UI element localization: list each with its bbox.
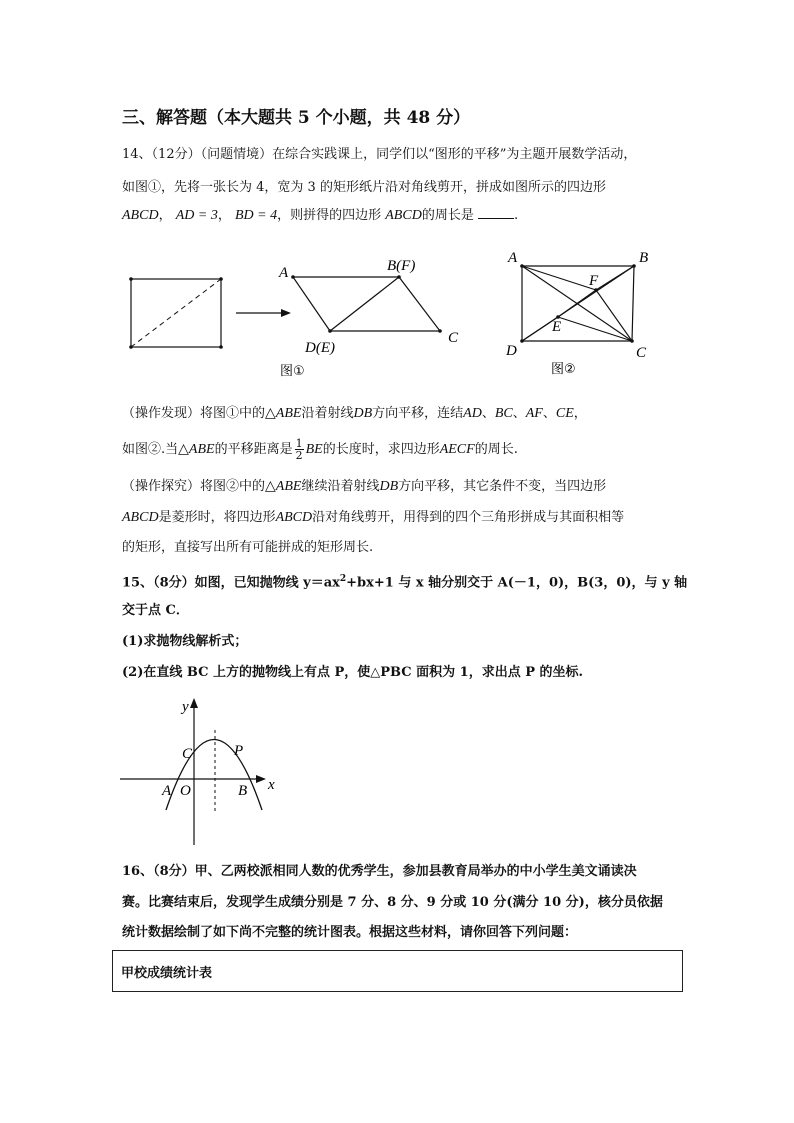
label-c: C [636,345,647,361]
text: （操作发现）将图①中的 [122,406,266,421]
math-aecf: AECF [439,442,475,457]
text: 的周长. [474,442,518,457]
sep: 、 [481,406,495,421]
label-b: B [639,250,649,266]
x-arrow [256,775,266,783]
label-x: x [268,777,275,793]
label-a: A [279,265,289,281]
label-c: C [448,330,459,346]
math-be: BE [305,442,323,457]
label-c: C [182,746,193,762]
caption-fig1: 图① [280,364,305,379]
text: 方向平移，连结 [372,406,464,421]
q15-line-2: 交于点 C． [122,603,189,618]
q16-line-1: 16、（8分）甲、乙两校派相同人数的优秀学生，参加县教育局举办的中小学生美文诵读决 [122,864,637,879]
math-bc: BC [494,406,513,421]
math-db: DB [353,406,373,421]
table-title: 甲校成绩统计表 [121,966,213,981]
sep: 、 [512,406,526,421]
math-triangle-abe: △ABE [178,442,215,457]
text: 是菱形时，将四边形 [158,510,276,525]
school-a-score-table [112,950,683,992]
q16-line-2: 赛。比赛结束后，发现学生成绩分别是 7 分、8 分、9 分或 10 分(满分 10 分)，核分员依据 [122,895,663,910]
q15-part-1: (1)求抛物线解析式； [122,634,248,649]
text: 的周长是 [421,208,474,223]
math-triangle-abe: △ABE [265,479,302,494]
text: . [513,208,519,223]
math-abcd-2: ABCD [275,510,313,525]
q16-line-3: 统计数据绘制了如下尚不完整的统计图表。根据这些材料，请你回答下列问题： [122,925,578,940]
superscript: 2 [339,574,347,584]
label-a: A [162,783,172,799]
text: 沿对角线剪开，用得到的四个三角形拼成与其面积相等 [312,510,625,525]
q14-explore-line-3: 的矩形，直接写出所有可能拼成的矩形周长. [122,540,374,555]
sep: 、 [542,406,556,421]
math-ad: AD = 3 [175,208,218,223]
label-y: y [182,699,189,715]
text: ，则拼得的四边形 [277,208,382,223]
text: 如图②.当 [122,442,179,457]
label-o: O [180,783,191,799]
label-b: B [238,783,248,799]
y-arrow [190,698,198,708]
q15-part-2: (2)在直线 BC 上方的抛物线上有点 P，使△PBC 面积为 1，求出点 P 的坐标. [122,665,584,680]
text: +bx+1 与 x 轴分别交于 A(－1，0)，B(3，0)，与 y 轴 [346,575,688,591]
sep: ， [573,406,587,421]
frac-den: 2 [295,449,303,462]
label-de: D(E) [305,340,335,356]
parabola-curve [166,740,262,811]
text: 15、（8分）如图，已知抛物线 y＝ax [122,575,340,591]
math-triangle-abe: △ABE [265,406,302,421]
math-abcd-2: ABCD [385,208,422,223]
math-ad: AD [463,406,482,421]
q14-line-1: 14、（12分）（问题情境）在综合实践课上，同学们以“图形的平移”为主题开展数学活动， [122,147,637,162]
text: 的长度时，求四边形 [322,442,440,457]
sep: ， [217,208,231,223]
frac-num: 1 [295,437,303,450]
text: （操作探究）将图②中的 [122,479,266,494]
label-f: F [589,273,599,289]
sep: ， [158,208,172,223]
label-bf: B(F) [387,258,416,274]
math-abcd: ABCD [122,208,159,223]
math-ce: CE [555,406,574,421]
section-heading: 三、解答题（本大题共 5 个小题，共 48 分） [122,108,471,128]
math-abcd: ABCD [122,510,159,525]
text: 的平移距离是 [214,442,293,457]
caption-fig2: 图② [551,362,576,377]
math-db: DB [379,479,399,494]
label-a: A [508,250,518,266]
math-af: AF [525,406,543,421]
text: 方向平移，其它条件不变，当四边形 [398,479,607,494]
text: 沿着射线 [301,406,354,421]
label-p: P [234,743,244,759]
label-e: E [552,319,562,335]
math-bd: BD = 4 [234,208,278,223]
label-d: D [506,343,517,359]
q14-line-2: 如图①，先将一张长为 4，宽为 3 的矩形纸片沿对角线剪开，拼成如图所示的四边形 [122,180,606,195]
text: 继续沿着射线 [301,479,380,494]
